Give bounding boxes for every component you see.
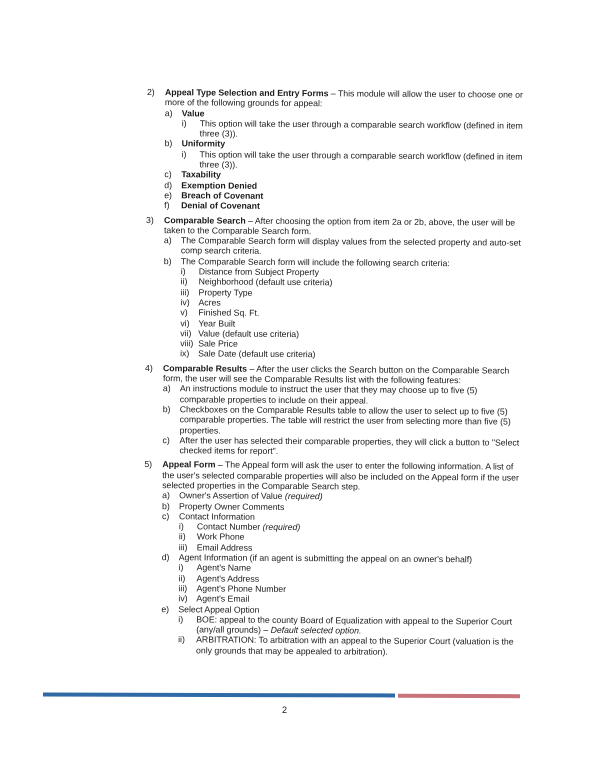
- sub-item: [180, 349, 525, 362]
- list-item-label: Uniformity: [181, 138, 226, 150]
- list-item-number: d): [164, 179, 173, 190]
- sub-item-text: Sale Date (default use criteria): [198, 348, 316, 360]
- sub-item-number: ix): [180, 348, 190, 359]
- sub-item-number: i): [181, 149, 187, 160]
- list-item-number: b): [162, 404, 171, 415]
- list-item: [164, 139, 526, 172]
- sub-item-text: Year Built: [198, 317, 236, 329]
- list-item-text: Owner's Assertion of Value: [179, 490, 285, 502]
- list-item: [164, 200, 526, 213]
- sub-item-text: Contact Number: [196, 521, 263, 532]
- section-text: – The Appeal form will ask the user to enter the following information. A list of the user's selected comparable properties will also be included on the Appeal form if the user selected properties in the Comparable Search step.: [162, 459, 519, 492]
- sub-item-text: Value (default use criteria): [198, 328, 300, 339]
- list-item-number: a): [164, 107, 173, 118]
- sub-item-text: This option will take the user through a comparable search workflow (defined in item three (3)).: [199, 149, 523, 170]
- list-item-label: Taxability: [181, 169, 221, 180]
- section-text: – After choosing the option from item 2a or 2b, above, the user will be taken to the Comparable Search form.: [163, 215, 516, 237]
- sub-item-text: This option will take the user through a comparable search workflow (defined in item three (3)).: [199, 118, 523, 139]
- sub-item-emphasis: (required): [262, 521, 301, 533]
- list-item-number: a): [162, 490, 170, 501]
- list-item: [162, 511, 524, 555]
- sub-item-number: iii): [180, 286, 190, 297]
- sub-item-number: iv): [180, 297, 190, 308]
- list-item-text: Checkboxes on the Comparable Results table to allow the user to select up to five (5) comparable properties. The table will restrict the user from selecting more than five (5) properties.: [179, 404, 511, 436]
- sub-item-number: i): [178, 521, 184, 532]
- sub-item-number: i): [178, 614, 184, 625]
- sub-item-number: v): [180, 307, 188, 318]
- sub-item-text: Property Type: [198, 287, 253, 298]
- section-title: Comparable Results: [163, 362, 248, 374]
- sub-item-number: viii): [180, 338, 194, 349]
- list-item-number: e): [164, 190, 173, 201]
- sub-item-number: i): [181, 118, 187, 129]
- sub-item-number: i): [180, 266, 186, 277]
- list-item-text: Contact Information: [178, 511, 255, 522]
- sub-item-emphasis: Default selected option.: [270, 625, 362, 636]
- sub-item-text: Email Address: [196, 542, 253, 553]
- sub-item-text: Acres: [198, 297, 221, 308]
- section-number: 3): [146, 214, 154, 225]
- sub-item-text: ARBITRATION: To arbitration with an appeal to the Superior Court (valuation is the only grounds that may be appealed to arbitration).: [196, 634, 514, 657]
- section-number: 5): [144, 459, 153, 470]
- list-item-number: c): [161, 510, 170, 522]
- list-item: [164, 235, 526, 258]
- list-item-label: Value: [181, 107, 205, 118]
- sub-item-text: Work Phone: [196, 531, 245, 543]
- section: [145, 215, 526, 362]
- list-item: [163, 383, 525, 406]
- list-item-number: f): [164, 200, 170, 211]
- list-item-emphasis: (required): [284, 491, 323, 502]
- sub-item-number: iv): [178, 593, 188, 604]
- section: [146, 87, 527, 213]
- section-title: Appeal Form: [162, 459, 216, 470]
- list-item-number: e): [161, 603, 170, 614]
- sub-item-text: BOE: appeal to the county Board of Equalization with appeal to the Superior Court (any/all grounds) –: [196, 614, 513, 636]
- list-item: [162, 435, 524, 458]
- sub-item-text: Neighborhood (default use criteria): [198, 276, 333, 288]
- section-text: – This module will allow the user to choose one or more of the following grounds for appeal:: [164, 88, 523, 109]
- sub-item-text: Agent's Address: [196, 573, 260, 584]
- list-item-text: The Comparable Search form will include the following search criteria:: [180, 255, 450, 268]
- list-item-text: Select Appeal Option: [178, 603, 260, 615]
- sub-item-number: ii): [178, 634, 185, 645]
- sub-item: [182, 118, 527, 141]
- list-item-label: Breach of Covenant: [181, 190, 264, 201]
- sub-item-text: Distance from Subject Property: [198, 266, 319, 278]
- list-item: [163, 404, 525, 437]
- section-text: – After the user clicks the Search button on the Comparable Search form, the user will see the Comparable Results list with the following features:: [162, 363, 510, 386]
- list-item: [161, 604, 523, 658]
- list-item: [165, 108, 527, 141]
- footer-bar-red: [398, 694, 520, 698]
- sub-item-number: vi): [180, 317, 190, 328]
- list-item-text: The Comparable Search form will display values from the selected property and auto-set comp search criteria.: [180, 235, 521, 257]
- list-item-number: a): [162, 383, 171, 394]
- section-number: 2): [146, 87, 155, 98]
- section-title: Appeal Type Selection and Entry Forms: [164, 87, 329, 99]
- sub-item-text: Agent's Phone Number: [196, 583, 287, 594]
- list-item-text: Agent Information (if an agent is submitting the appeal on an owner's behalf): [178, 552, 473, 565]
- sub-item-number: i): [178, 562, 184, 573]
- sub-item: [178, 635, 523, 658]
- sub-item-number: iii): [178, 583, 188, 594]
- list-item-number: b): [162, 500, 170, 511]
- list-item-label: Denial of Covenant: [181, 200, 260, 212]
- list-item-label: Exemption Denied: [181, 179, 258, 191]
- list-item-number: a): [163, 235, 172, 246]
- sub-item-number: ii): [178, 531, 186, 542]
- sub-item-number: vii): [180, 328, 192, 339]
- sub-item-text: Sale Price: [198, 338, 238, 349]
- sub-item-text: Finished Sq. Ft.: [198, 307, 260, 319]
- sub-item-text: Agent's Email: [196, 593, 250, 604]
- list-item-number: b): [164, 138, 173, 149]
- list-item: [163, 256, 526, 361]
- list-item-number: c): [162, 434, 170, 445]
- footer-bar-blue: [43, 693, 395, 698]
- sub-item-number: ii): [178, 572, 186, 583]
- sub-item-text: Agent's Name: [196, 562, 251, 574]
- list-item-text: After the user has selected their comparable properties, they will click a button to "Select checked items for report".: [179, 435, 520, 457]
- list-item-number: d): [161, 552, 170, 563]
- section-title: Comparable Search: [164, 214, 246, 226]
- sub-item: [181, 149, 526, 172]
- list-item-number: c): [164, 169, 172, 180]
- list-item: [161, 552, 523, 606]
- section-number: 4): [145, 362, 153, 373]
- sub-item-number: ii): [180, 276, 188, 287]
- section: [144, 363, 525, 458]
- sub-item: [178, 614, 523, 637]
- page-number: 2: [282, 705, 288, 715]
- list-item-text: Property Owner Comments: [179, 500, 285, 512]
- list-item-number: b): [163, 255, 172, 266]
- list-item-text: An instructions module to instruct the user that they may choose up to five (5) comparable properties to include on their appeal.: [179, 383, 478, 406]
- section: [143, 459, 524, 657]
- sub-item-number: iii): [178, 541, 188, 553]
- document-body: [143, 87, 527, 662]
